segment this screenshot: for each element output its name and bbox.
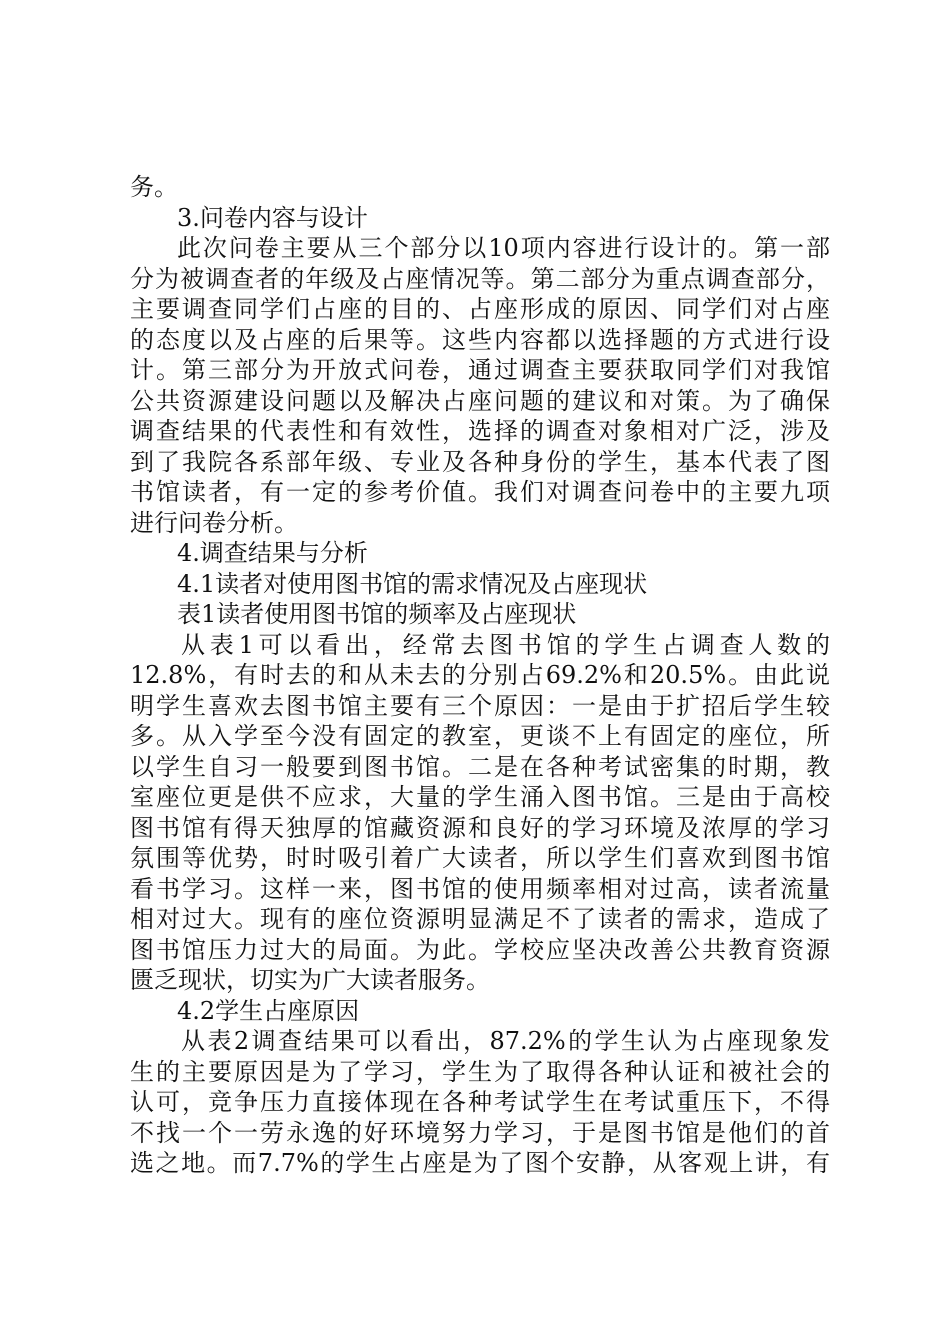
text-line: 计。第三部分为开放式问卷，通过调查主要获取同学们对我馆 [130, 356, 830, 384]
text-line: 4.1读者对使用图书馆的需求情况及占座现状 [177, 569, 648, 598]
text-line: 多。从入学至今没有固定的教室，更谈不上有固定的座位，所 [130, 722, 830, 750]
text-line: 进行问卷分析。 [130, 508, 298, 537]
text-line: 室座位更是供不应求，大量的学生涌入图书馆。三是由于高校 [130, 783, 830, 811]
text-line: 相对过大。现有的座位资源明显满足不了读者的需求，造成了 [130, 905, 830, 933]
text-line: 从表2调查结果可以看出，87.2%的学生认为占座现象发 [181, 1027, 830, 1055]
text-line: 图书馆压力过大的局面。为此。学校应坚决改善公共教育资源 [130, 935, 830, 964]
text-line: 公共资源建设问题以及解决占座问题的建议和对策。为了确保 [130, 386, 830, 415]
text-line: 从表1可以看出，经常去图书馆的学生占调查人数的 [181, 630, 830, 659]
text-line: 4.2学生占座原因 [177, 996, 360, 1025]
text-line: 明学生喜欢去图书馆主要有三个原因：一是由于扩招后学生较 [130, 691, 830, 720]
text-line: 生的主要原因是为了学习，学生为了取得各种认证和被社会的 [130, 1057, 830, 1086]
text-line: 书馆读者，有一定的参考价值。我们对调查问卷中的主要九项 [130, 478, 830, 506]
text-line: 以学生自习一般要到图书馆。二是在各种考试密集的时期，教 [130, 752, 830, 781]
text-line: 调查结果的代表性和有效性，选择的调查对象相对广泛，涉及 [130, 417, 830, 445]
text-line: 此次问卷主要从三个部分以10项内容进行设计的。第一部 [177, 234, 830, 262]
text-line: 12.8%，有时去的和从未去的分别占69.2%和20.5%。由此说 [130, 661, 830, 689]
text-line: 的态度以及占座的后果等。这些内容都以选择题的方式进行设 [130, 325, 830, 354]
text-line: 务。 [130, 173, 178, 201]
text-line: 匮乏现状，切实为广大读者服务。 [130, 966, 490, 994]
body-text [130, 172, 830, 1179]
text-line: 到了我院各系部年级、专业及各种身份的学生，基本代表了图 [130, 447, 830, 476]
text-line: 选之地。而7.7%的学生占座是为了图个安静，从客观上讲，有 [130, 1149, 830, 1177]
text-line: 氛围等优势，时时吸引着广大读者，所以学生们喜欢到图书馆 [130, 844, 830, 872]
text-line: 看书学习。这样一来，图书馆的使用频率相对过高，读者流量 [130, 874, 830, 903]
text-line: 主要调查同学们占座的目的、占座形成的原因、同学们对占座 [130, 295, 830, 323]
text-line: 3.问卷内容与设计 [177, 203, 368, 232]
text-line: 4.调查结果与分析 [177, 539, 368, 567]
text-line: 图书馆有得天独厚的馆藏资源和良好的学习环境及浓厚的学习 [130, 813, 830, 842]
text-line: 表1读者使用图书馆的频率及占座现状 [177, 600, 577, 628]
text-line: 认可，竞争压力直接体现在各种考试学生在考试重压下，不得 [130, 1088, 830, 1116]
text-line: 分为被调查者的年级及占座情况等。第二部分为重点调查部分， [130, 264, 830, 293]
text-line: 不找一个一劳永逸的好环境努力学习，于是图书馆是他们的首 [130, 1118, 830, 1147]
